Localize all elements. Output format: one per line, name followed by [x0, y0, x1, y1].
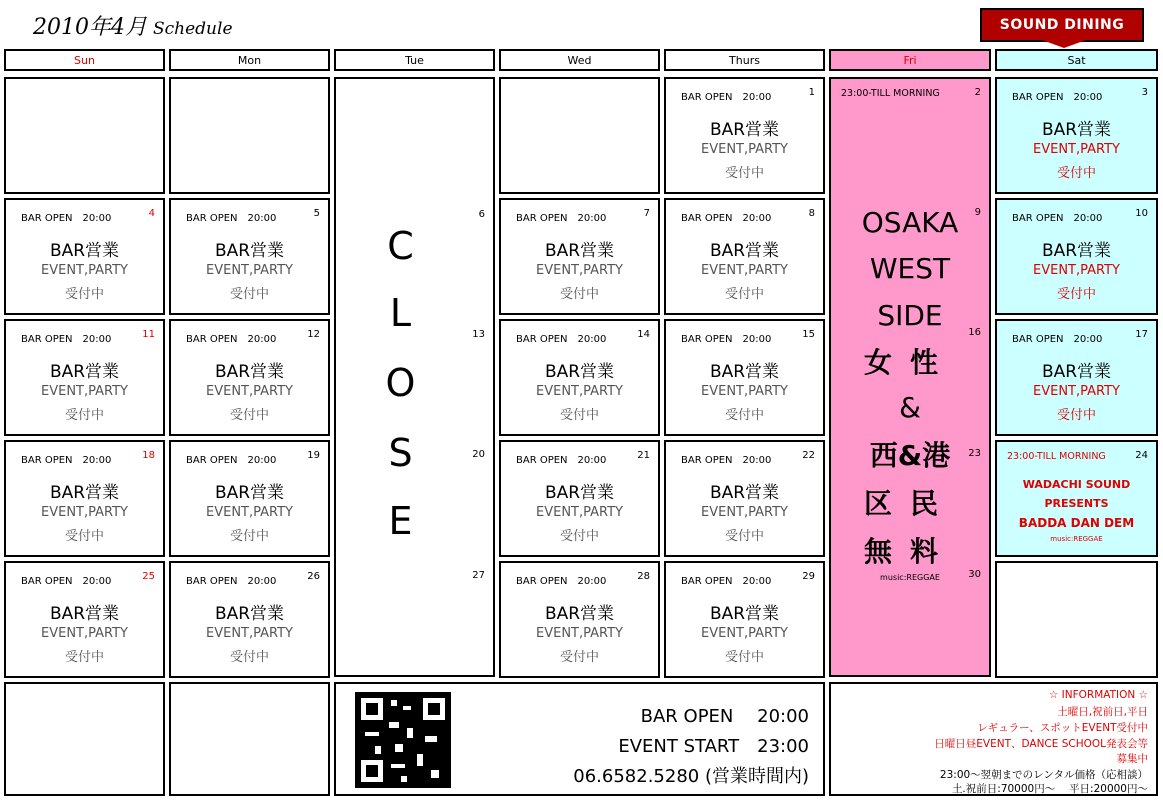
accepting-label: 受付中: [64, 650, 104, 665]
bar-label: BAR営業: [49, 483, 120, 503]
footer-empty: [4, 682, 165, 796]
accepting-label: 受付中: [229, 408, 269, 423]
day-number: 30: [968, 569, 981, 580]
bar-label: BAR営業: [544, 241, 615, 261]
bar-open-time: BAR OPEN 20:00: [186, 455, 277, 466]
day-number: 20: [472, 449, 485, 460]
day-number: 8: [808, 208, 815, 219]
day-number: 28: [637, 571, 650, 582]
sat-event-line: WADACHI SOUND: [1022, 478, 1131, 491]
close-letter: S: [388, 431, 413, 475]
accepting-label: 受付中: [724, 408, 764, 423]
footer-phone: 06.6582.5280 (営業時間内): [573, 766, 809, 787]
title-month: 2010年4月: [33, 15, 147, 40]
info-line: 土.祝前日:70000円～ 平日:20000円～: [951, 783, 1148, 795]
footer-bar-open: BAR OPEN 20:00: [640, 706, 809, 727]
header-wed: Wed: [499, 49, 660, 71]
fri-music-genre: music:REGGAE: [880, 573, 940, 582]
bar-label: BAR営業: [214, 483, 285, 503]
bar-label: BAR営業: [1041, 241, 1112, 261]
day-cell: [499, 198, 660, 315]
event-label: EVENT,PARTY: [701, 505, 788, 520]
day-number: 4: [148, 208, 155, 219]
accepting-label: 受付中: [724, 287, 764, 302]
day-number: 17: [1135, 329, 1148, 340]
accepting-label: 受付中: [229, 287, 269, 302]
info-line: レギュラー、スポットEVENT受付中: [977, 722, 1148, 734]
title-sub: Schedule: [153, 19, 233, 39]
header-sat: Sat: [995, 49, 1158, 71]
bar-label: BAR営業: [214, 604, 285, 624]
event-label: EVENT,PARTY: [1033, 263, 1120, 278]
bar-label: BAR営業: [49, 362, 120, 382]
bar-open-time: BAR OPEN 20:00: [681, 92, 772, 103]
sat-music-genre: music:REGGAE: [1050, 535, 1103, 543]
event-label: EVENT,PARTY: [1033, 142, 1120, 157]
accepting-label: 受付中: [64, 408, 104, 423]
day-number: 13: [472, 329, 485, 340]
day-cell: [499, 319, 660, 436]
day-cell: [4, 561, 165, 678]
bar-open-time: BAR OPEN 20:00: [21, 576, 112, 587]
info-line: 日曜日昼EVENT、DANCE SCHOOL発表会等: [934, 738, 1148, 750]
event-label: EVENT,PARTY: [536, 626, 623, 641]
page-title: [33, 10, 233, 41]
day-number: 15: [802, 329, 815, 340]
accepting-label: 受付中: [724, 166, 764, 181]
till-morning-time: 23:00-TILL MORNING: [841, 88, 940, 99]
bar-open-time: BAR OPEN 20:00: [516, 334, 607, 345]
day-cell-sat: [995, 319, 1158, 436]
close-letter: L: [389, 291, 412, 335]
event-label: EVENT,PARTY: [206, 626, 293, 641]
fri-event-jp: 区民: [863, 487, 956, 520]
info-panel: [829, 682, 1158, 796]
bar-label: BAR営業: [544, 604, 615, 624]
day-cell-empty: [995, 561, 1158, 678]
day-cell: [664, 319, 825, 436]
bar-label: BAR営業: [709, 362, 780, 382]
event-label: EVENT,PARTY: [1033, 384, 1120, 399]
event-label: EVENT,PARTY: [206, 505, 293, 520]
event-label: EVENT,PARTY: [701, 142, 788, 157]
bar-label: BAR営業: [214, 241, 285, 261]
event-label: EVENT,PARTY: [701, 384, 788, 399]
day-number: 22: [802, 450, 815, 461]
day-number: 26: [307, 571, 320, 582]
day-cell: [169, 198, 330, 315]
bar-open-time: BAR OPEN 20:00: [21, 213, 112, 224]
fri-event-jp: 西&港: [869, 439, 951, 472]
day-cell: [664, 198, 825, 315]
day-cell-sat: [995, 77, 1158, 194]
accepting-label: 受付中: [64, 529, 104, 544]
day-number: 11: [142, 329, 155, 340]
bar-open-time: BAR OPEN 20:00: [681, 455, 772, 466]
day-number: 16: [968, 327, 981, 338]
close-letter: E: [388, 499, 413, 543]
till-morning-time: 23:00-TILL MORNING: [1007, 451, 1106, 462]
day-number: 24: [1135, 450, 1148, 461]
fri-event-line: WEST: [869, 252, 951, 285]
accepting-label: 受付中: [1056, 166, 1096, 181]
day-number: 2: [974, 87, 981, 98]
day-cell-empty: [499, 77, 660, 194]
day-cell: [169, 319, 330, 436]
day-number: 10: [1135, 208, 1148, 219]
bar-label: BAR営業: [49, 604, 120, 624]
bar-open-time: BAR OPEN 20:00: [516, 455, 607, 466]
event-label: EVENT,PARTY: [206, 263, 293, 278]
info-line: 募集中: [1116, 753, 1148, 765]
accepting-label: 受付中: [559, 287, 599, 302]
day-number: 18: [142, 450, 155, 461]
qr-code: [355, 692, 451, 788]
bar-label: BAR営業: [544, 483, 615, 503]
header-tue: Tue: [334, 49, 495, 71]
fri-event-column: [829, 77, 991, 677]
accepting-label: 受付中: [559, 650, 599, 665]
bar-label: BAR営業: [709, 241, 780, 261]
day-cell: [499, 440, 660, 557]
sound-dining-logo: SOUND DINING: [980, 8, 1144, 42]
close-letter: O: [385, 361, 416, 405]
bar-open-time: BAR OPEN 20:00: [1012, 92, 1103, 103]
bar-label: BAR営業: [1041, 120, 1112, 140]
day-cell-sat: [995, 198, 1158, 315]
day-number: 29: [802, 571, 815, 582]
day-cell: [4, 198, 165, 315]
fri-event-jp: 女性: [863, 346, 956, 379]
event-label: EVENT,PARTY: [41, 626, 128, 641]
bar-label: BAR営業: [49, 241, 120, 261]
day-cell-empty: [4, 77, 165, 194]
day-number: 6: [478, 209, 485, 220]
bar-label: BAR営業: [709, 120, 780, 140]
info-line: 土曜日,祝前日,平日: [1057, 706, 1148, 718]
fri-event-line: SIDE: [877, 299, 943, 332]
day-number: 9: [974, 207, 981, 218]
sat-event-line: BADDA DAN DEM: [1018, 516, 1135, 530]
day-number: 27: [472, 570, 485, 581]
event-label: EVENT,PARTY: [41, 505, 128, 520]
event-label: EVENT,PARTY: [701, 263, 788, 278]
bar-open-time: BAR OPEN 20:00: [21, 455, 112, 466]
day-number: 21: [637, 450, 650, 461]
day-cell: [664, 77, 825, 194]
fri-event-jp: 無料: [863, 535, 956, 568]
day-cell: [664, 440, 825, 557]
bar-open-time: BAR OPEN 20:00: [186, 576, 277, 587]
bar-open-time: BAR OPEN 20:00: [516, 576, 607, 587]
day-number: 25: [142, 571, 155, 582]
accepting-label: 受付中: [724, 529, 764, 544]
day-number: 19: [307, 450, 320, 461]
day-number: 7: [643, 208, 650, 219]
day-cell-sat-event: [995, 440, 1158, 557]
footer-empty: [169, 682, 330, 796]
accepting-label: 受付中: [229, 529, 269, 544]
day-number: 12: [307, 329, 320, 340]
footer-event-start: EVENT START 23:00: [618, 736, 809, 757]
accepting-label: 受付中: [1056, 287, 1096, 302]
day-cell: [169, 440, 330, 557]
event-label: EVENT,PARTY: [536, 263, 623, 278]
bar-label: BAR営業: [1041, 362, 1112, 382]
event-label: EVENT,PARTY: [206, 384, 293, 399]
day-number: 5: [313, 208, 320, 219]
bar-open-time: BAR OPEN 20:00: [1012, 213, 1103, 224]
accepting-label: 受付中: [559, 408, 599, 423]
event-label: EVENT,PARTY: [701, 626, 788, 641]
sat-event-line: PRESENTS: [1044, 497, 1109, 510]
day-cell: [169, 561, 330, 678]
fri-event-jp: &: [899, 391, 921, 424]
event-label: EVENT,PARTY: [536, 505, 623, 520]
day-cell-empty: [169, 77, 330, 194]
bar-open-time: BAR OPEN 20:00: [681, 576, 772, 587]
header-mon: Mon: [169, 49, 330, 71]
bar-label: BAR営業: [544, 362, 615, 382]
fri-event-line: OSAKA: [861, 206, 959, 239]
accepting-label: 受付中: [559, 529, 599, 544]
header-fri: Fri: [829, 49, 991, 71]
event-label: EVENT,PARTY: [536, 384, 623, 399]
event-label: EVENT,PARTY: [41, 384, 128, 399]
bar-label: BAR営業: [214, 362, 285, 382]
day-number: 3: [1141, 87, 1148, 98]
bar-open-time: BAR OPEN 20:00: [21, 334, 112, 345]
header-thurs: Thurs: [664, 49, 825, 71]
info-line: 23:00～翌朝までのレンタル価格（応相談）: [939, 769, 1148, 781]
bar-open-time: BAR OPEN 20:00: [681, 334, 772, 345]
bar-open-time: BAR OPEN 20:00: [516, 213, 607, 224]
day-cell: [4, 440, 165, 557]
day-cell: [664, 561, 825, 678]
bar-label: BAR営業: [709, 604, 780, 624]
day-number: 23: [968, 448, 981, 459]
header-sun: Sun: [4, 49, 165, 71]
info-heading: ☆ INFORMATION ☆: [1048, 689, 1148, 701]
day-cell: [4, 319, 165, 436]
accepting-label: 受付中: [229, 650, 269, 665]
bar-label: BAR営業: [709, 483, 780, 503]
bar-open-time: BAR OPEN 20:00: [1012, 334, 1103, 345]
bar-open-time: BAR OPEN 20:00: [186, 334, 277, 345]
accepting-label: 受付中: [64, 287, 104, 302]
close-letter: C: [387, 224, 414, 268]
event-label: EVENT,PARTY: [41, 263, 128, 278]
day-number: 1: [808, 87, 815, 98]
day-number: 14: [637, 329, 650, 340]
accepting-label: 受付中: [724, 650, 764, 665]
accepting-label: 受付中: [1056, 408, 1096, 423]
bar-open-time: BAR OPEN 20:00: [186, 213, 277, 224]
day-cell: [499, 561, 660, 678]
bar-open-time: BAR OPEN 20:00: [681, 213, 772, 224]
close-column: [334, 77, 495, 677]
